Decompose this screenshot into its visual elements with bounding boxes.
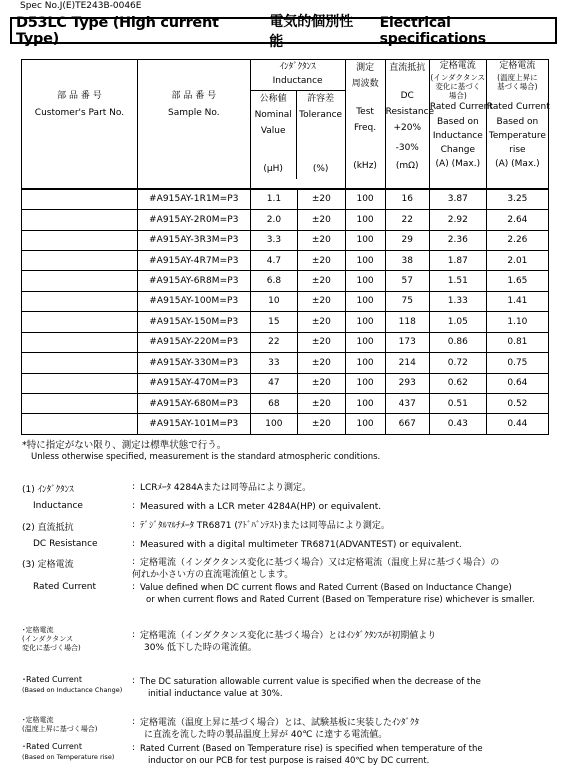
- cell-rl: 0.86: [429, 332, 486, 352]
- cell-nominal: 22: [250, 332, 297, 352]
- table-row: [22, 312, 549, 332]
- cell-freq: 100: [345, 312, 385, 332]
- cell-tol: ±20: [298, 414, 345, 435]
- cell-nominal: 100: [250, 414, 297, 435]
- title-jp: 電気的個別性能: [269, 13, 354, 50]
- cell-sample: #A915AY-220M=P3: [137, 332, 250, 352]
- table-body: [22, 189, 549, 434]
- table-row: [22, 230, 549, 250]
- table-header-row: [22, 60, 549, 190]
- cell-freq: 100: [345, 271, 385, 291]
- note-en: Unless otherwise specified, measurement is the standard atmospheric conditions.: [31, 452, 381, 462]
- cell-tol: ±20: [298, 332, 345, 352]
- cell-rl: 2.92: [429, 210, 486, 230]
- cell-nominal: 33: [250, 353, 297, 373]
- cell-nominal: 4.7: [250, 250, 297, 270]
- cell-dcr: 75: [385, 291, 429, 311]
- cell-rt: 2.26: [486, 230, 548, 250]
- header-test-freq: 測定 周波数 Test Freq. (kHz): [345, 60, 385, 190]
- header-rated-current-temperature: 定格電流 (温度上昇に 基づく場合) Rated Current Based on Temperature rise (A) (Max.): [486, 60, 548, 190]
- cell-freq: 100: [345, 414, 385, 435]
- cell-nominal: 10: [250, 291, 297, 311]
- table-row: [22, 394, 549, 414]
- cell-rt: 1.41: [486, 291, 548, 311]
- cell-sample: #A915AY-1R1M=P3: [137, 189, 250, 209]
- cell-tol: ±20: [298, 210, 345, 230]
- cell-nominal: 15: [250, 312, 297, 332]
- cell-customer-part: [22, 414, 138, 435]
- cell-rl: 0.62: [429, 373, 486, 393]
- cell-customer-part: [22, 189, 138, 209]
- cell-tol: ±20: [298, 291, 345, 311]
- cell-sample: #A915AY-470M=P3: [137, 373, 250, 393]
- cell-rl: 3.87: [429, 189, 486, 209]
- cell-rl: 1.05: [429, 312, 486, 332]
- cell-customer-part: [22, 210, 138, 230]
- cell-rl: 1.33: [429, 291, 486, 311]
- cell-tol: ±20: [298, 312, 345, 332]
- cell-dcr: 437: [385, 394, 429, 414]
- cell-freq: 100: [345, 394, 385, 414]
- cell-dcr: 173: [385, 332, 429, 352]
- cell-nominal: 1.1: [250, 189, 297, 209]
- table-row: [22, 189, 549, 209]
- cell-freq: 100: [345, 189, 385, 209]
- cell-dcr: 22: [385, 210, 429, 230]
- cell-rt: 2.01: [486, 250, 548, 270]
- cell-rl: 0.72: [429, 353, 486, 373]
- cell-freq: 100: [345, 291, 385, 311]
- cell-freq: 100: [345, 250, 385, 270]
- header-nominal: 公称値 Nominal Value (μH): [251, 91, 297, 179]
- cell-tol: ±20: [298, 394, 345, 414]
- spec-table: [21, 59, 549, 435]
- cell-nominal: 68: [250, 394, 297, 414]
- cell-freq: 100: [345, 373, 385, 393]
- cell-dcr: 118: [385, 312, 429, 332]
- cell-customer-part: [22, 353, 138, 373]
- header-dc-resistance: 直流抵抗 DC Resistance +20% -30% (mΩ): [385, 60, 429, 190]
- table-row: [22, 414, 549, 435]
- cell-rl: 2.36: [429, 230, 486, 250]
- cell-dcr: 16: [385, 189, 429, 209]
- header-customer-part: 部 品 番 号 Customer's Part No.: [22, 60, 138, 190]
- cell-rt: 3.25: [486, 189, 548, 209]
- cell-sample: #A915AY-680M=P3: [137, 394, 250, 414]
- cell-rt: 0.44: [486, 414, 548, 435]
- cell-customer-part: [22, 312, 138, 332]
- cell-sample: #A915AY-6R8M=P3: [137, 271, 250, 291]
- cell-sample: #A915AY-100M=P3: [137, 291, 250, 311]
- cell-dcr: 38: [385, 250, 429, 270]
- cell-sample: #A915AY-3R3M=P3: [137, 230, 250, 250]
- cell-customer-part: [22, 230, 138, 250]
- header-rated-current-inductance: 定格電流 (インダクタンス 変化に基づく 場合) Rated Current Based on Inductance Change (A) (Max.): [429, 60, 486, 190]
- cell-freq: 100: [345, 332, 385, 352]
- cell-rt: 1.65: [486, 271, 548, 291]
- cell-dcr: 57: [385, 271, 429, 291]
- spec-number: Spec No.J(E)TE243B-0046E: [20, 1, 142, 11]
- cell-nominal: 2.0: [250, 210, 297, 230]
- title-type: D53LC Type (High current Type): [16, 14, 219, 47]
- cell-dcr: 214: [385, 353, 429, 373]
- cell-customer-part: [22, 271, 138, 291]
- cell-tol: ±20: [298, 189, 345, 209]
- cell-dcr: 29: [385, 230, 429, 250]
- cell-nominal: 3.3: [250, 230, 297, 250]
- cell-rl: 0.43: [429, 414, 486, 435]
- cell-sample: #A915AY-150M=P3: [137, 312, 250, 332]
- cell-sample: #A915AY-2R0M=P3: [137, 210, 250, 230]
- table-row: [22, 291, 549, 311]
- header-sample-no: 部 品 番 号 Sample No.: [137, 60, 250, 190]
- cell-tol: ±20: [298, 230, 345, 250]
- cell-rt: 2.64: [486, 210, 548, 230]
- cell-rt: 1.10: [486, 312, 548, 332]
- cell-nominal: 47: [250, 373, 297, 393]
- cell-dcr: 667: [385, 414, 429, 435]
- table-row: [22, 353, 549, 373]
- cell-sample: #A915AY-4R7M=P3: [137, 250, 250, 270]
- cell-tol: ±20: [298, 373, 345, 393]
- cell-customer-part: [22, 250, 138, 270]
- table-row: [22, 271, 549, 291]
- cell-rl: 0.51: [429, 394, 486, 414]
- note-jp: *特に指定がない限り、測定は標準状態で行う。: [22, 440, 227, 451]
- cell-freq: 100: [345, 210, 385, 230]
- cell-dcr: 293: [385, 373, 429, 393]
- cell-customer-part: [22, 332, 138, 352]
- table-row: [22, 250, 549, 270]
- cell-sample: #A915AY-101M=P3: [137, 414, 250, 435]
- cell-tol: ±20: [298, 271, 345, 291]
- cell-tol: ±20: [298, 353, 345, 373]
- table-row: [22, 332, 549, 352]
- cell-customer-part: [22, 394, 138, 414]
- cell-freq: 100: [345, 230, 385, 250]
- cell-rt: 0.64: [486, 373, 548, 393]
- header-inductance: ｲﾝﾀﾞｸﾀﾝｽ Inductance 公称値 Nominal Value (μH) 許容差 Tolerance (%): [250, 60, 345, 190]
- cell-rt: 0.81: [486, 332, 548, 352]
- header-tolerance: 許容差 Tolerance (%): [299, 94, 343, 174]
- title-bar: [10, 13, 557, 50]
- title-en: Electrical specifications: [379, 14, 486, 47]
- cell-rl: 1.87: [429, 250, 486, 270]
- cell-rt: 0.52: [486, 394, 548, 414]
- cell-sample: #A915AY-330M=P3: [137, 353, 250, 373]
- cell-tol: ±20: [298, 250, 345, 270]
- cell-customer-part: [22, 373, 138, 393]
- cell-freq: 100: [345, 353, 385, 373]
- cell-rl: 1.51: [429, 271, 486, 291]
- table-row: [22, 210, 549, 230]
- table-row: [22, 373, 549, 393]
- cell-customer-part: [22, 291, 138, 311]
- cell-nominal: 6.8: [250, 271, 297, 291]
- cell-rt: 0.75: [486, 353, 548, 373]
